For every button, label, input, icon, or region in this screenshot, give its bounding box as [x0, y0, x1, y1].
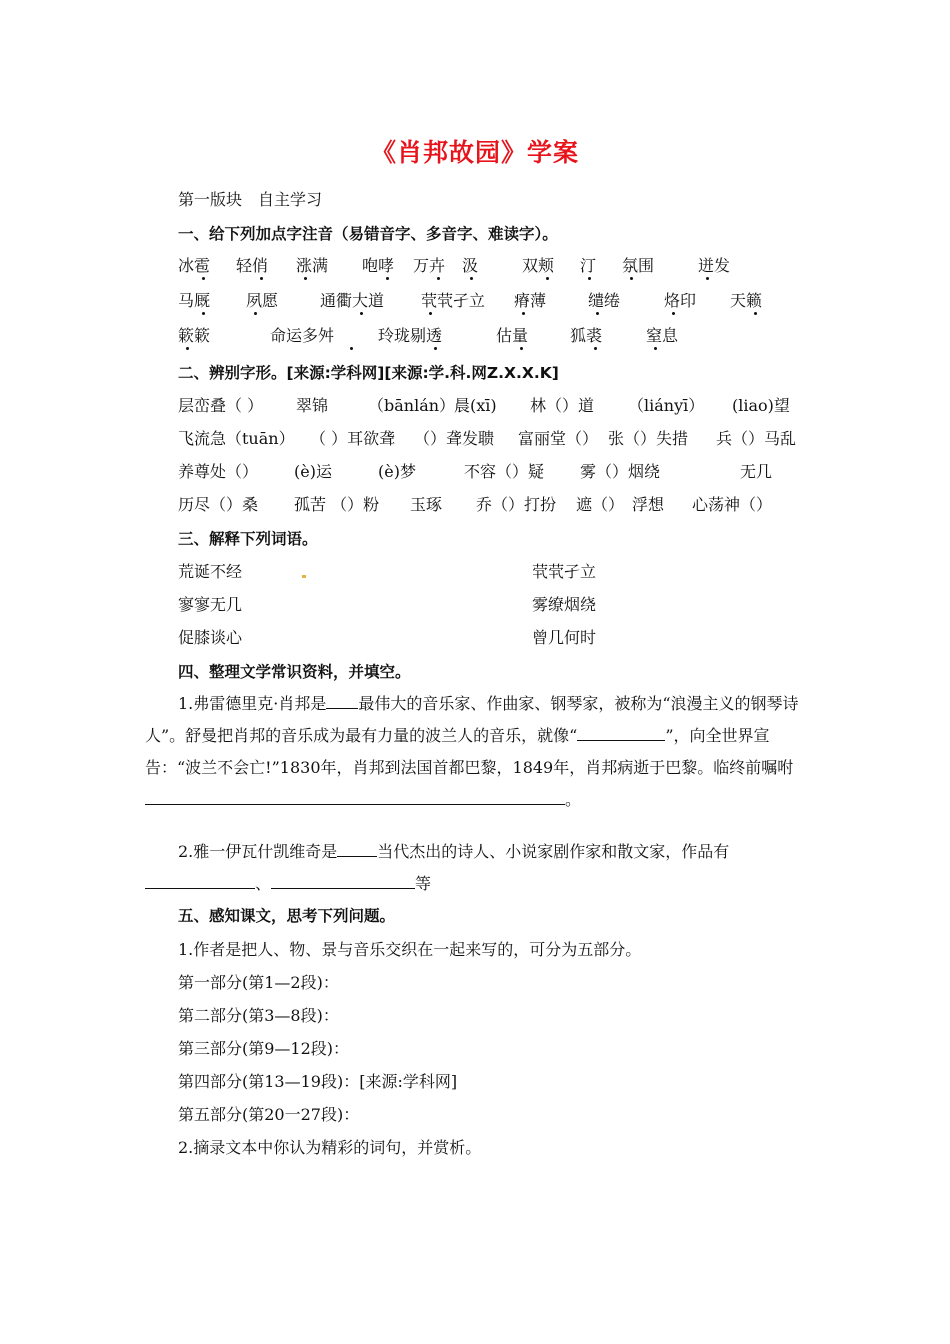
word: 涨满 — [296, 256, 329, 275]
word: 估量 — [496, 326, 529, 345]
word: （）聋发聩 — [414, 429, 495, 448]
word: 双颊 — [522, 256, 555, 275]
word: 浮想 — [632, 495, 665, 514]
emphasis-dot — [260, 277, 263, 280]
emphasis-dot — [437, 277, 440, 280]
word: 无几 — [740, 462, 773, 481]
word: 孤苦 （）粉 — [294, 495, 380, 514]
emphasis-dot — [360, 312, 363, 315]
artifact-mark — [302, 575, 306, 578]
word: 历尽（）桑 — [178, 495, 259, 514]
section-part: 第一部分(第1—2段)： — [178, 973, 339, 992]
emphasis-dot — [202, 312, 205, 315]
question-1: 1.作者是把人、物、景与音乐交织在一起来写的，可分为五部分。 — [178, 940, 642, 959]
emphasis-dot — [434, 347, 437, 350]
part2-heading: 二、辨别字形。[来源:学科网][来源:学.科.网Z.X.X.K] — [178, 364, 559, 382]
word: 簌簌 — [178, 326, 211, 345]
text: 1.弗雷德里克·肖邦是 — [178, 694, 327, 713]
word: 张（）失措 — [608, 429, 689, 448]
word: 玉琢 — [410, 495, 443, 514]
paragraph-chopin — [145, 688, 810, 816]
word: (è)运 — [294, 462, 332, 481]
part3-heading: 三、解释下列词语。 — [178, 530, 318, 548]
word: 玲珑剔透 — [378, 326, 443, 345]
text: 。 — [565, 790, 582, 809]
section-label: 第一版块 自主学习 — [178, 190, 323, 209]
section-part: 第四部分(第13—19段)：[来源:学科网] — [178, 1072, 458, 1091]
emphasis-dot — [186, 347, 189, 350]
word: 不容（）疑 — [464, 462, 545, 481]
word: 烙印 — [664, 291, 697, 310]
emphasis-dot — [596, 312, 599, 315]
part1-heading: 一、给下列加点字注音（易错音字、多音字、难读字）。 — [178, 225, 558, 243]
emphasis-dot — [588, 277, 591, 280]
term-right: 雾缭烟绕 — [532, 595, 597, 614]
emphasis-dot — [202, 277, 205, 280]
text: 、 — [255, 874, 272, 893]
word: 汀 — [580, 256, 597, 275]
word: 心荡神（） — [692, 495, 773, 514]
word: （ ）耳欲聋 — [310, 429, 396, 448]
emphasis-dot — [254, 312, 257, 315]
word: 养尊处（） — [178, 462, 259, 481]
word: 咆哮 — [362, 256, 395, 275]
word: 富丽堂（） — [518, 429, 599, 448]
emphasis-dot — [470, 277, 473, 280]
word: 夙愿 — [246, 291, 279, 310]
emphasis-dot — [630, 277, 633, 280]
emphasis-dot — [429, 312, 432, 315]
fill-blank[interactable] — [145, 870, 255, 889]
word: 雾（）烟绕 — [580, 462, 661, 481]
part4-heading: 四、整理文学常识资料，并填空。 — [178, 663, 411, 681]
word: （bānlán） — [368, 396, 456, 415]
term-left: 促膝谈心 — [178, 628, 243, 647]
word: 翠锦 — [296, 396, 329, 415]
word: 遮（） — [576, 495, 625, 514]
word: 晨(xī) — [454, 396, 497, 415]
word: 命运多舛 — [270, 326, 335, 345]
emphasis-dot — [350, 347, 353, 350]
emphasis-dot — [594, 347, 597, 350]
word: 乔（）打扮 — [476, 495, 557, 514]
emphasis-dot — [520, 347, 523, 350]
word: （liányī） — [628, 396, 705, 415]
emphasis-dot — [522, 312, 525, 315]
word: 狐裘 — [570, 326, 603, 345]
word: 氛围 — [622, 256, 655, 275]
fill-blank[interactable] — [326, 690, 358, 709]
word: 缱绻 — [588, 291, 621, 310]
section-part: 第五部分(第20一27段)： — [178, 1105, 360, 1124]
text: 等 — [415, 874, 432, 893]
term-left: 寥寥无几 — [178, 595, 243, 614]
section-part: 第三部分(第9—12段)： — [178, 1039, 350, 1058]
word: (è)梦 — [378, 462, 416, 481]
term-left: 荒诞不经 — [178, 562, 243, 581]
word: 林（）道 — [530, 396, 595, 415]
word: 万卉 — [413, 256, 446, 275]
emphasis-dot — [386, 277, 389, 280]
fill-blank[interactable] — [271, 870, 415, 889]
fill-blank[interactable] — [577, 722, 665, 741]
emphasis-dot — [654, 347, 657, 350]
word: 瘠薄 — [514, 291, 547, 310]
word: (liao)望 — [732, 396, 790, 415]
word: 飞流急（tuān） — [178, 429, 295, 448]
term-right: 曾几何时 — [532, 628, 597, 647]
word: 马厩 — [178, 291, 211, 310]
text: 2.雅一伊瓦什凯维奇是 — [178, 842, 338, 861]
word: 兵（）马乱 — [716, 429, 797, 448]
text: 当代杰出的诗人、小说家剧作家和散文家，作品有 — [377, 842, 730, 861]
fill-blank[interactable] — [337, 838, 377, 857]
emphasis-dot — [672, 312, 675, 315]
text: 最伟大的音乐家、作曲家、钢琴家，被称为“浪漫主义的钢琴诗人”。舒曼把肖邦的音乐成为最有力量的波兰人的音乐，就像“ — [145, 694, 799, 745]
fill-blank[interactable] — [145, 786, 565, 805]
word: 层峦叠（ ） — [178, 396, 264, 415]
word: 轻俏 — [236, 256, 269, 275]
word: 通衢大道 — [320, 291, 385, 310]
question-2: 2.摘录文本中你认为精彩的词句，并赏析。 — [178, 1138, 482, 1157]
word: 迸发 — [698, 256, 731, 275]
word: 天籁 — [730, 291, 763, 310]
word: 窒息 — [646, 326, 679, 345]
part5-heading: 五、感知课文，思考下列问题。 — [178, 907, 396, 925]
emphasis-dot — [546, 277, 549, 280]
section-part: 第二部分(第3—8段)： — [178, 1006, 339, 1025]
emphasis-dot — [706, 277, 709, 280]
document-title: 《肖邦故园》学案 — [370, 138, 579, 167]
emphasis-dot — [304, 277, 307, 280]
word: 冰雹 — [178, 256, 211, 275]
text: ”，向全世界宣告：“波兰不会亡!”1830年，肖邦到法国首都巴黎，1849年，肖邦病逝于巴黎。临终前嘱咐 — [145, 726, 794, 777]
paragraph-author — [145, 836, 810, 900]
term-right: 茕茕孑立 — [532, 562, 597, 581]
emphasis-dot — [754, 312, 757, 315]
word: 茕茕孑立 — [421, 291, 486, 310]
word: 汲 — [462, 256, 479, 275]
